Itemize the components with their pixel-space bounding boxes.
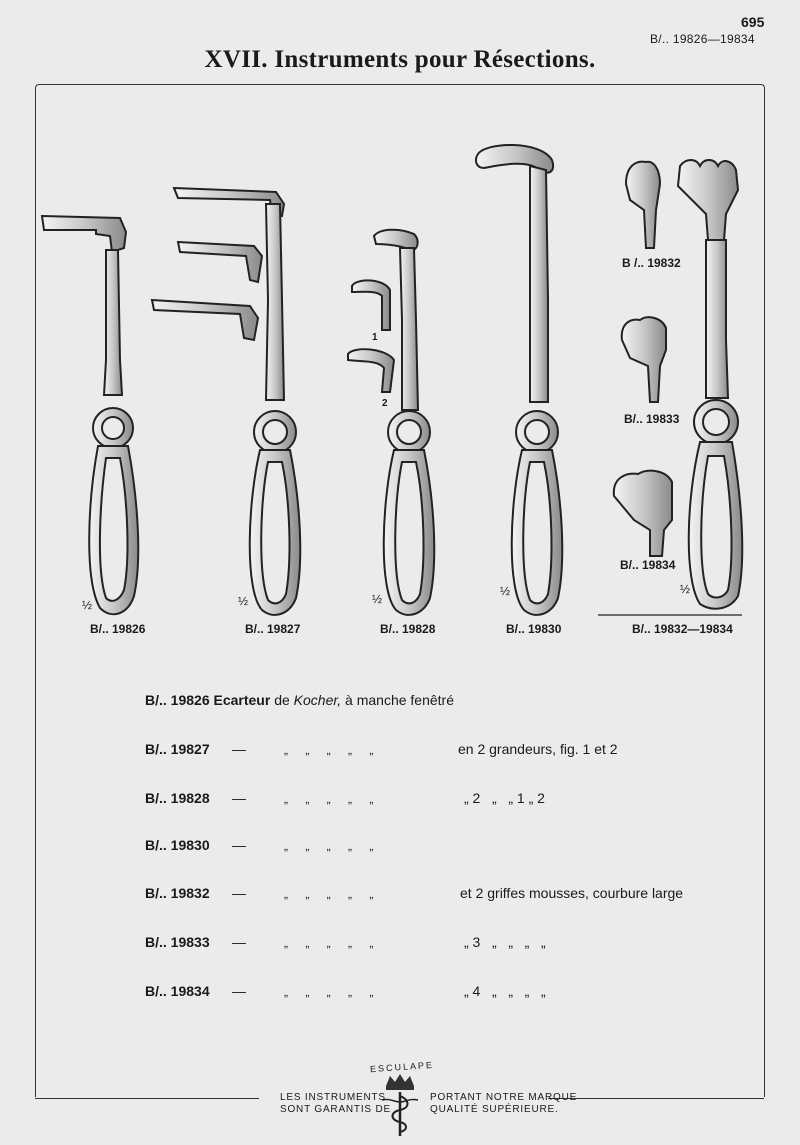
item-description: et 2 griffes mousses, courbure large (460, 885, 684, 901)
ditto-dash: — (232, 983, 246, 999)
item-row-19827 (145, 741, 210, 757)
ditto-marks: „ „ „ „ „ (284, 792, 374, 806)
item-ref: B/.. 19827 (145, 741, 210, 757)
item-row-19828 (145, 790, 210, 806)
ditto-dash: — (232, 837, 246, 853)
scale-mark: ½ (500, 584, 511, 598)
label-19834: B/.. 19834 (620, 558, 676, 572)
scale-mark: ½ (82, 598, 93, 612)
brand-name: ESCULAPE (369, 1059, 435, 1075)
footer-left-line2: SONT GARANTIS DE (280, 1104, 391, 1115)
ditto-dash: — (232, 934, 246, 950)
retractor-19830-drawing (476, 145, 562, 615)
footer-left-line1: LES INSTRUMENTS (280, 1092, 386, 1103)
fig-2-label: 2 (382, 398, 388, 409)
footer-rule-left (35, 1098, 259, 1099)
item-ref: B/.. 19828 (145, 790, 210, 806)
ditto-marks: „ „ „ „ „ (284, 936, 374, 950)
ditto-marks: „ „ „ „ „ (284, 839, 374, 853)
page-number: 695 (741, 14, 765, 30)
caption-19827: B/.. 19827 (245, 622, 301, 636)
item-description: „ 2 „ „ 1 „ 2 (464, 790, 545, 806)
item-text: de (274, 692, 290, 708)
retractor-19826-drawing (42, 216, 138, 614)
fig-1-label: 1 (372, 332, 378, 343)
ditto-marks: „ „ „ „ „ (284, 985, 374, 999)
item-row-19832 (145, 885, 210, 901)
caption-19830: B/.. 19830 (506, 622, 562, 636)
item-author: Kocher, (293, 692, 342, 708)
crown-icon (386, 1074, 414, 1086)
label-19833: B/.. 19833 (624, 412, 680, 426)
caption-19832-19834: B/.. 19832—19834 (632, 622, 733, 636)
ditto-marks: „ „ „ „ „ (284, 743, 374, 757)
item-row-19826 (145, 692, 454, 708)
item-ref: B/.. 19833 (145, 934, 210, 950)
caption-19828: B/.. 19828 (380, 622, 436, 636)
item-row-19833 (145, 934, 210, 950)
footer-rule-right (548, 1098, 764, 1099)
ditto-dash: — (232, 885, 246, 901)
item-ref: B/.. 19834 (145, 983, 210, 999)
retractor-19827-drawing (152, 188, 300, 615)
footer-right-line1: PORTANT NOTRE MARQUE (430, 1092, 578, 1103)
label-19832: B /.. 19832 (622, 256, 681, 270)
scale-mark: ½ (680, 582, 691, 596)
item-ref: B/.. 19832 (145, 885, 210, 901)
caption-19826: B/.. 19826 (90, 622, 146, 636)
item-description: „ 4 „ „ „ „ (464, 983, 546, 999)
item-row-19830 (145, 837, 210, 853)
item-description: en 2 grandeurs, fig. 1 et 2 (458, 741, 618, 757)
page-title: XVII. Instruments pour Résections. (204, 46, 596, 73)
ditto-marks: „ „ „ „ „ (284, 887, 374, 901)
footer-right-line2: QUALITÉ SUPÉRIEURE. (430, 1104, 559, 1115)
item-ref: B/.. 19830 (145, 837, 210, 853)
item-ref: B/.. 19826 (145, 692, 210, 708)
item-description: „ 3 „ „ „ „ (464, 934, 546, 950)
ditto-dash: — (232, 741, 246, 757)
item-row-19834 (145, 983, 210, 999)
item-description: à manche fenêtré (345, 692, 455, 708)
item-name: Ecarteur (213, 692, 271, 708)
retractor-19832-19834-drawing (614, 160, 742, 609)
scale-mark: ½ (372, 592, 383, 606)
scale-mark: ½ (238, 594, 249, 608)
ditto-dash: — (232, 790, 246, 806)
retractor-19828-drawing (348, 230, 434, 615)
catalog-range: B/.. 19826—19834 (650, 32, 755, 46)
